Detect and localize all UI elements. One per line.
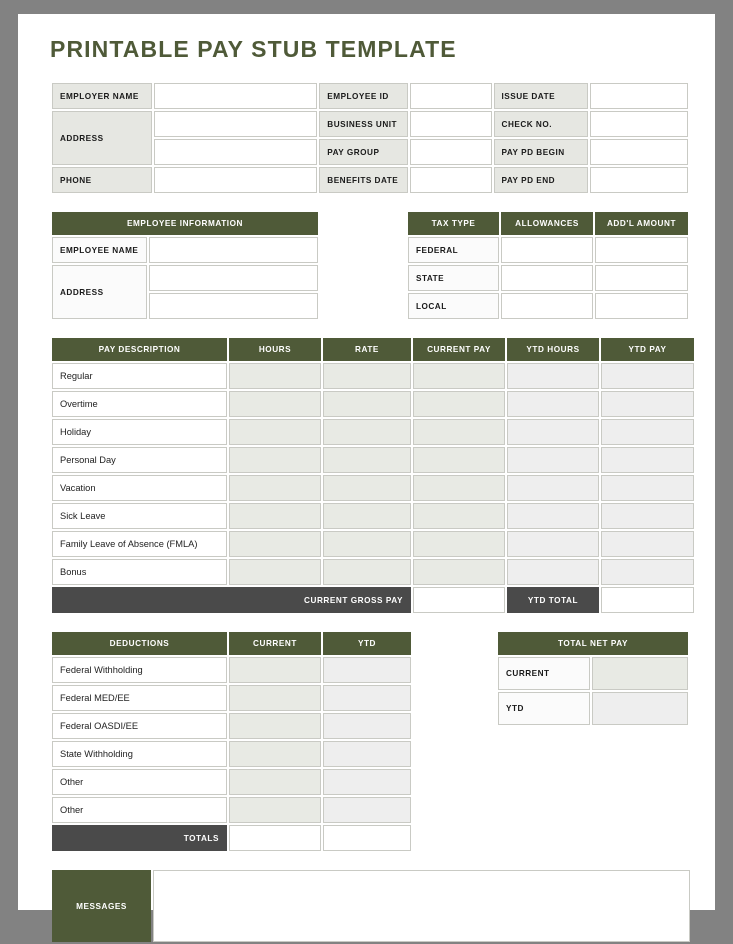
pay-bonus-hours[interactable]	[229, 559, 321, 585]
tax-row-label-state: STATE	[408, 265, 499, 291]
label-messages: MESSAGES	[52, 870, 151, 942]
pay-vacation-rate[interactable]	[323, 475, 411, 501]
pay-regular-ytd-pay[interactable]	[601, 363, 694, 389]
pay-header-hours: HOURS	[229, 338, 321, 361]
label-benefits-date: BENEFITS DATE	[319, 167, 408, 193]
field-ytd-total[interactable]	[601, 587, 694, 613]
field-employee-name[interactable]	[149, 237, 318, 263]
pay-section	[50, 336, 690, 615]
pay-vacation-hours[interactable]	[229, 475, 321, 501]
pay-row-label-fmla: Family Leave of Absence (FMLA)	[52, 531, 227, 557]
deduction-federal-withholding-current[interactable]	[229, 657, 321, 683]
label-pay-pd-begin: PAY PD BEGIN	[494, 139, 588, 165]
pay-vacation-ytd-hours[interactable]	[507, 475, 599, 501]
field-deductions-total-ytd[interactable]	[323, 825, 411, 851]
tax-federal-allowances[interactable]	[501, 237, 593, 263]
table-row	[52, 363, 694, 389]
pay-row-label-bonus: Bonus	[52, 559, 227, 585]
pay-overtime-ytd-hours[interactable]	[507, 391, 599, 417]
label-net-pay-ytd: YTD	[498, 692, 590, 725]
tax-header-addl-amount: ADD'L AMOUNT	[595, 212, 688, 235]
pay-sick-leave-current-pay[interactable]	[413, 503, 505, 529]
table-row	[52, 447, 694, 473]
deduction-other-1-current[interactable]	[229, 769, 321, 795]
table-row	[52, 531, 694, 557]
table-row	[498, 692, 688, 725]
table-row	[408, 265, 688, 291]
field-business-unit[interactable]	[410, 111, 491, 137]
field-employee-id[interactable]	[410, 83, 491, 109]
pay-overtime-hours[interactable]	[229, 391, 321, 417]
deduction-row-label-other-2: Other	[52, 797, 227, 823]
page-title: PRINTABLE PAY STUB TEMPLATE	[50, 36, 457, 62]
pay-bonus-current-pay[interactable]	[413, 559, 505, 585]
tax-row-label-federal: FEDERAL	[408, 237, 499, 263]
pay-table	[50, 336, 696, 615]
field-net-pay-current[interactable]	[592, 657, 688, 690]
pay-personal-day-ytd-hours[interactable]	[507, 447, 599, 473]
field-pay-pd-end[interactable]	[590, 167, 688, 193]
deductions-and-netpay-row	[50, 630, 690, 853]
pay-header-ytd-hours: YTD HOURS	[507, 338, 599, 361]
pay-row-label-overtime: Overtime	[52, 391, 227, 417]
label-net-pay-current: CURRENT	[498, 657, 590, 690]
pay-sick-leave-ytd-pay[interactable]	[601, 503, 694, 529]
table-row	[408, 212, 688, 235]
tax-local-allowances[interactable]	[501, 293, 593, 319]
deduction-row-label-federal-oasdi-ee: Federal OASDI/EE	[52, 713, 227, 739]
pay-vacation-ytd-pay[interactable]	[601, 475, 694, 501]
pay-row-label-sick-leave: Sick Leave	[52, 503, 227, 529]
deductions-table	[50, 630, 413, 853]
pay-fmla-ytd-hours[interactable]	[507, 531, 599, 557]
pay-fmla-ytd-pay[interactable]	[601, 531, 694, 557]
pay-fmla-current-pay[interactable]	[413, 531, 505, 557]
pay-row-label-regular: Regular	[52, 363, 227, 389]
employee-and-tax-row	[50, 210, 690, 321]
pay-holiday-ytd-hours[interactable]	[507, 419, 599, 445]
table-row	[52, 559, 694, 585]
pay-holiday-hours[interactable]	[229, 419, 321, 445]
field-pay-group[interactable]	[410, 139, 491, 165]
tax-federal-addl-amount[interactable]	[595, 237, 688, 263]
label-business-unit: BUSINESS UNIT	[319, 111, 408, 137]
table-row	[52, 475, 694, 501]
deductions-header-description: DEDUCTIONS	[52, 632, 227, 655]
deduction-other-2-ytd[interactable]	[323, 797, 411, 823]
table-row	[52, 111, 688, 137]
table-row	[52, 237, 318, 263]
pay-overtime-rate[interactable]	[323, 391, 411, 417]
table-row	[498, 632, 688, 655]
pay-holiday-rate[interactable]	[323, 419, 411, 445]
employer-block	[50, 81, 690, 195]
table-row	[52, 713, 411, 739]
table-row	[52, 769, 411, 795]
tax-local-addl-amount[interactable]	[595, 293, 688, 319]
deduction-federal-oasdi-ee-ytd[interactable]	[323, 713, 411, 739]
total-net-pay-header: TOTAL NET PAY	[498, 632, 688, 655]
deduction-row-label-other-1: Other	[52, 769, 227, 795]
pay-personal-day-rate[interactable]	[323, 447, 411, 473]
table-row	[52, 685, 411, 711]
table-row	[52, 741, 411, 767]
pay-sick-leave-hours[interactable]	[229, 503, 321, 529]
pay-fmla-rate[interactable]	[323, 531, 411, 557]
tax-header-allowances: ALLOWANCES	[501, 212, 593, 235]
label-issue-date: ISSUE DATE	[494, 83, 588, 109]
field-employer-name[interactable]	[154, 83, 317, 109]
paystub-page	[18, 14, 715, 910]
deduction-federal-withholding-ytd[interactable]	[323, 657, 411, 683]
deductions-header-current: CURRENT	[229, 632, 321, 655]
pay-overtime-current-pay[interactable]	[413, 391, 505, 417]
pay-holiday-current-pay[interactable]	[413, 419, 505, 445]
pay-personal-day-current-pay[interactable]	[413, 447, 505, 473]
tax-header-type: TAX TYPE	[408, 212, 499, 235]
pay-holiday-ytd-pay[interactable]	[601, 419, 694, 445]
table-row	[52, 419, 694, 445]
table-row	[52, 338, 694, 361]
tax-state-allowances[interactable]	[501, 265, 593, 291]
field-pay-pd-begin[interactable]	[590, 139, 688, 165]
deduction-state-withholding-ytd[interactable]	[323, 741, 411, 767]
pay-bonus-ytd-pay[interactable]	[601, 559, 694, 585]
deduction-other-2-current[interactable]	[229, 797, 321, 823]
field-check-no[interactable]	[590, 111, 688, 137]
field-benefits-date[interactable]	[410, 167, 491, 193]
table-row	[52, 797, 411, 823]
tax-row-label-local: LOCAL	[408, 293, 499, 319]
label-check-no: CHECK NO.	[494, 111, 588, 137]
field-deductions-total-current[interactable]	[229, 825, 321, 851]
label-pay-group: PAY GROUP	[319, 139, 408, 165]
pay-header-description: PAY DESCRIPTION	[52, 338, 227, 361]
label-employer-address: ADDRESS	[52, 111, 152, 165]
pay-regular-current-pay[interactable]	[413, 363, 505, 389]
label-employee-id: EMPLOYEE ID	[319, 83, 408, 109]
pay-row-label-vacation: Vacation	[52, 475, 227, 501]
pay-header-current-pay: CURRENT PAY	[413, 338, 505, 361]
pay-sick-leave-rate[interactable]	[323, 503, 411, 529]
pay-fmla-hours[interactable]	[229, 531, 321, 557]
deduction-row-label-state-withholding: State Withholding	[52, 741, 227, 767]
table-row	[52, 657, 411, 683]
table-row	[52, 212, 318, 235]
label-employer-name: EMPLOYER NAME	[52, 83, 152, 109]
label-phone: PHONE	[52, 167, 152, 193]
pay-personal-day-ytd-pay[interactable]	[601, 447, 694, 473]
label-current-gross-pay: CURRENT GROSS PAY	[52, 587, 411, 613]
field-employee-address-line1[interactable]	[149, 265, 318, 291]
table-row	[52, 587, 694, 613]
pay-regular-rate[interactable]	[323, 363, 411, 389]
deductions-header-ytd: YTD	[323, 632, 411, 655]
pay-regular-ytd-hours[interactable]	[507, 363, 599, 389]
table-row	[52, 265, 318, 291]
label-employee-address: ADDRESS	[52, 265, 147, 319]
table-row	[52, 167, 688, 193]
pay-regular-hours[interactable]	[229, 363, 321, 389]
table-row	[52, 870, 690, 942]
pay-header-rate: RATE	[323, 338, 411, 361]
messages-table	[50, 868, 692, 944]
tax-state-addl-amount[interactable]	[595, 265, 688, 291]
deduction-other-1-ytd[interactable]	[323, 769, 411, 795]
deduction-state-withholding-current[interactable]	[229, 741, 321, 767]
label-employee-name: EMPLOYEE NAME	[52, 237, 147, 263]
pay-personal-day-hours[interactable]	[229, 447, 321, 473]
table-row	[52, 83, 688, 109]
pay-vacation-current-pay[interactable]	[413, 475, 505, 501]
table-row	[408, 293, 688, 319]
field-employer-address-line1[interactable]	[154, 111, 317, 137]
tax-table	[406, 210, 690, 321]
employer-table	[50, 81, 690, 195]
field-net-pay-ytd[interactable]	[592, 692, 688, 725]
table-row	[52, 391, 694, 417]
deduction-row-label-federal-med-ee: Federal MED/EE	[52, 685, 227, 711]
deduction-row-label-federal-withholding: Federal Withholding	[52, 657, 227, 683]
field-current-gross-pay[interactable]	[413, 587, 505, 613]
pay-overtime-ytd-pay[interactable]	[601, 391, 694, 417]
table-row	[52, 632, 411, 655]
field-employer-address-line2[interactable]	[154, 139, 317, 165]
label-deductions-totals: TOTALS	[52, 825, 227, 851]
total-net-pay-table	[496, 630, 690, 727]
pay-row-label-holiday: Holiday	[52, 419, 227, 445]
deduction-federal-med-ee-ytd[interactable]	[323, 685, 411, 711]
employee-information-table	[50, 210, 320, 321]
label-pay-pd-end: PAY PD END	[494, 167, 588, 193]
table-row	[52, 825, 411, 851]
table-row	[408, 237, 688, 263]
deduction-federal-oasdi-ee-current[interactable]	[229, 713, 321, 739]
deduction-federal-med-ee-current[interactable]	[229, 685, 321, 711]
pay-header-ytd-pay: YTD PAY	[601, 338, 694, 361]
field-employee-address-line2[interactable]	[149, 293, 318, 319]
table-row	[52, 503, 694, 529]
table-row	[498, 657, 688, 690]
field-messages[interactable]	[153, 870, 690, 942]
pay-row-label-personal-day: Personal Day	[52, 447, 227, 473]
field-phone[interactable]	[154, 167, 317, 193]
field-issue-date[interactable]	[590, 83, 688, 109]
pay-bonus-rate[interactable]	[323, 559, 411, 585]
paystub-content	[50, 36, 690, 944]
label-ytd-total: YTD TOTAL	[507, 587, 599, 613]
employee-information-header: EMPLOYEE INFORMATION	[52, 212, 318, 235]
pay-bonus-ytd-hours[interactable]	[507, 559, 599, 585]
pay-sick-leave-ytd-hours[interactable]	[507, 503, 599, 529]
